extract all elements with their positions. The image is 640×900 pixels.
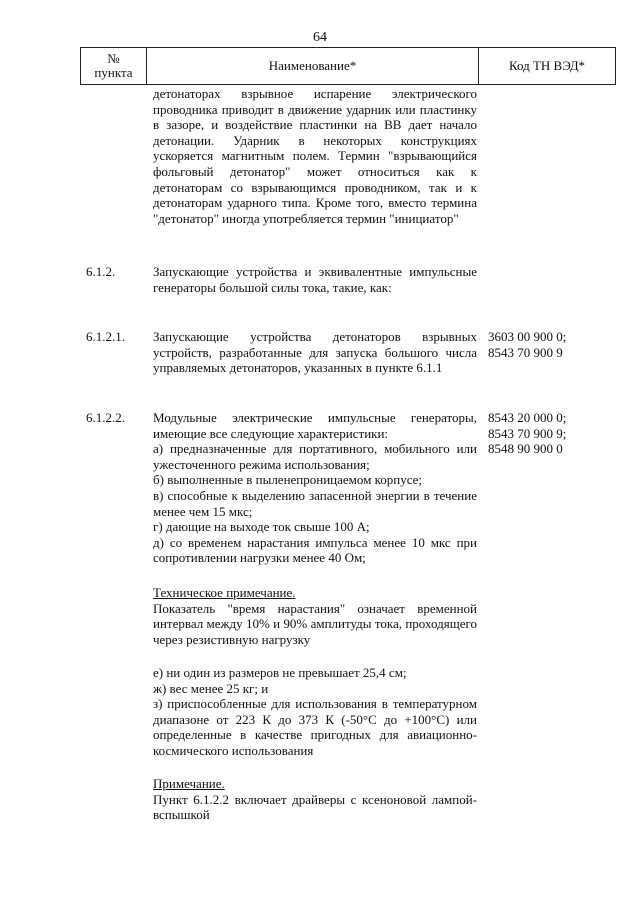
code-value: 8543 70 900 9; <box>488 425 567 441</box>
feature-d: г) дающие на выходе ток свыше 100 А; <box>153 519 370 535</box>
feature-e: д) со временем нарастания импульса менее 10 мкс при сопротивлении нагрузки менее 40 Ом; <box>153 534 477 566</box>
feature-c: в) способные к выделению запасенной энергии в течение менее чем 15 мкс; <box>153 487 477 519</box>
note-title: Примечание. <box>153 776 225 791</box>
header-name: Наименование* <box>147 48 479 84</box>
feature-a: а) предназначенные для портативного, мобильного или ужесточенного режима использования; <box>153 441 477 472</box>
note-text: Пункт 6.1.2.2 включает драйверы с ксеноновой лампой-вспышкой <box>153 791 477 823</box>
header-code: Код ТН ВЭД* <box>508 58 586 73</box>
tech-note-text: Показатель "время нарастания" означает временной интервал между 10% и 90% амплитуды тока, проходящего через резистивную нагрузку <box>153 600 477 647</box>
item-codes <box>488 329 618 360</box>
item-name: Модульные электрические импульсные генераторы, имеющие все следующие характеристики: а) предназначенные для портативного, мобильного или ужесточенного режима использования; б) выполненные в пыленепроницаемом корпусе; в) способные к выделению запасенной энергии в течение менее чем 15 мкс; г) дающие на выходе ток свыше 100 А; д) со временем нарастания импульса менее 10 мкс при сопротивлении нагрузки менее 40 Ом; <box>153 410 477 566</box>
item-number: 6.1.2.1. <box>86 329 125 344</box>
feature-b: б) выполненные в пыленепроницаемом корпусе; <box>153 472 423 488</box>
feature-h: з) приспособленные для использования в температурном диапазоне от 223 К до 373 К (-50°С до +100°С) или определенные в качестве пригодных для авиационно-космического использования <box>153 696 477 758</box>
code-value: 8548 90 900 0 <box>488 441 563 457</box>
header-item-number: № пункта <box>81 48 147 84</box>
code-value: 8543 70 900 9 <box>488 344 563 360</box>
feature-g: ж) вес менее 25 кг; и <box>153 680 269 696</box>
continuation-text: детонаторах взрывное испарение электрического проводника приводит в движение ударник или пластинку в зазоре, и воздействие пластинки на ВВ дает начало детонации. Ударник в некоторых конструкциях ускоряется магнитным полем. Термин "взрывающийся фольговый детонатор" может относиться как к детонаторам со взрывающимся проводником, так и к детонаторам ударного типа. Кроме того, вместо термина "детонатор" иногда употребляется термин "инициатор" <box>153 86 477 226</box>
item-number: 6.1.2. <box>86 264 116 279</box>
table-header <box>80 47 616 85</box>
feature-f: е) ни один из размеров не превышает 25,4 см; <box>153 665 407 680</box>
tech-note-title: Техническое примечание. <box>153 585 296 600</box>
item-name: Запускающие устройства детонаторов взрывных устройств, разработанные для запуска большого числа управляемых детонаторов, указанных в пункте 6.1.1 <box>153 329 477 376</box>
code-value: 3603 00 900 0; <box>488 329 567 344</box>
page-number: 64 <box>313 30 327 45</box>
item-number: 6.1.2.2. <box>86 410 125 425</box>
code-value: 8543 20 000 0; <box>488 410 567 425</box>
item-name: Запускающие устройства и эквивалентные импульсные генераторы большой силы тока, такие, как: <box>153 264 477 295</box>
item-codes <box>488 410 618 457</box>
